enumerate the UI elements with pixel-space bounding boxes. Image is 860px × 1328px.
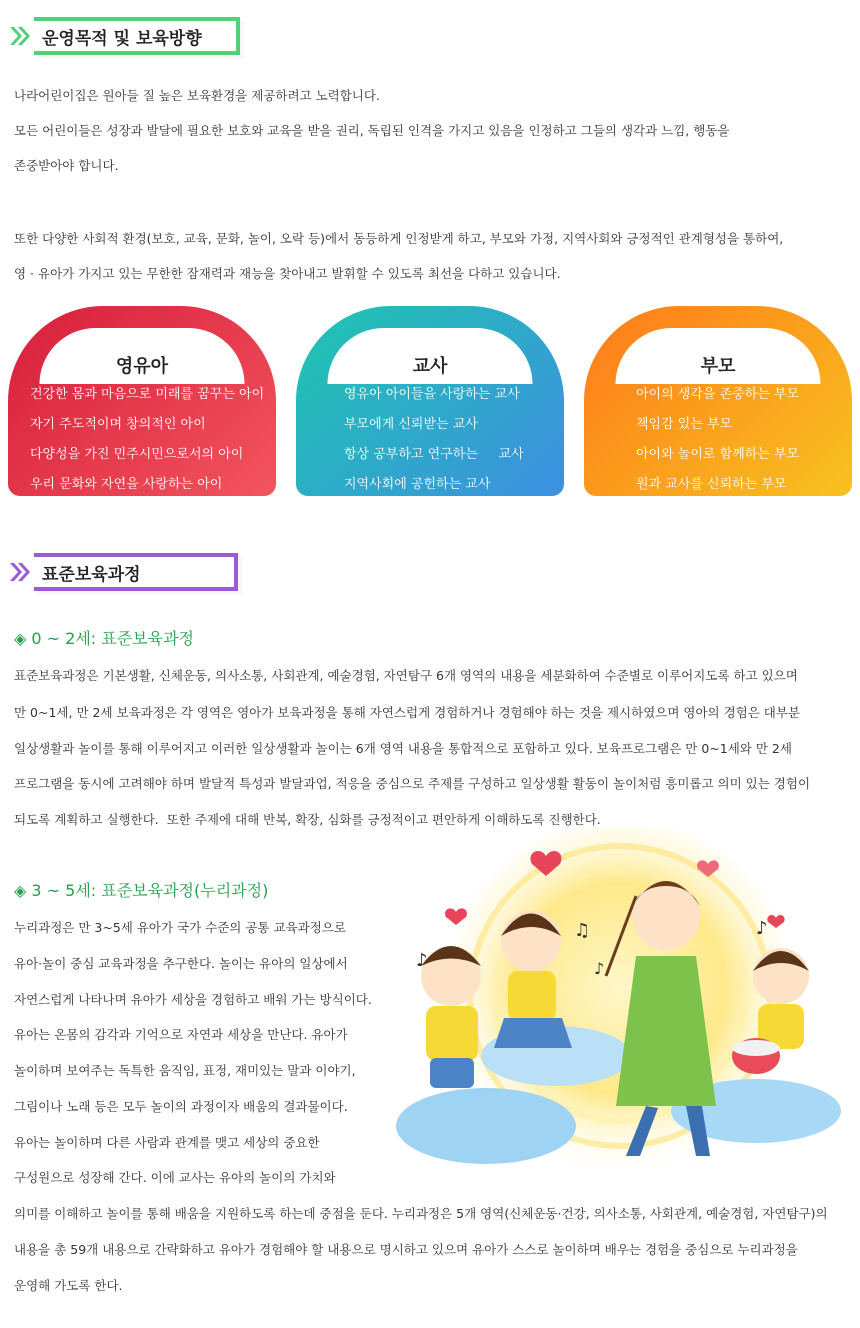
intro-paragraph: 모든 어린이들은 성장과 발달에 필요한 보호와 교육을 받을 권리, 독립된 인격을 가지고 있음을 인정하고 그들의 생각과 느낌, 행동을 [14, 123, 730, 138]
card-item: 우리 문화와 자연을 사랑하는 아이 [30, 477, 223, 492]
intro-paragraph: 존중받아야 합니다. [14, 158, 119, 173]
card-title: 영유아 [40, 328, 245, 384]
card-title: 부모 [616, 328, 821, 384]
svg-text:♫: ♫ [574, 920, 591, 941]
card-title: 교사 [328, 328, 533, 384]
card-item: 아이와 놀이로 함께하는 부모 [636, 447, 800, 462]
body-line: 프로그램을 동시에 고려해야 하며 발달적 특성과 발달과업, 적응을 중심으로 주제를 구성하고 일상생활 활동이 놀이처럼 흥미롭고 의미 있는 경험이 [14, 776, 811, 791]
card-item: 건강한 몸과 마음으로 미래를 꿈꾸는 아이 [30, 387, 265, 402]
children-playing-music-illustration [396, 826, 844, 1178]
svg-text:♪: ♪ [756, 918, 768, 939]
svg-text:♪: ♪ [416, 950, 428, 971]
body-line: 만 0~1세, 만 2세 보육과정은 각 영역은 영아가 보육과정을 통해 자연스럽게 경험하거나 경험해야 하는 것을 제시하였으며 영아의 경험은 대부분 [14, 705, 801, 720]
card-teachers [296, 306, 564, 496]
intro-paragraph: 영 · 유아가 가지고 있는 무한한 잠재력과 재능을 찾아내고 발휘할 수 있도록 최선을 다하고 있습니다. [14, 266, 561, 281]
card-item: 책임감 있는 부모 [636, 417, 733, 432]
card-item: 지역사회에 공헌하는 교사 [344, 477, 491, 492]
section-title-operation [6, 16, 240, 56]
section-title-text: 표준보육과정 [42, 564, 141, 585]
section-title-text: 운영목적 및 보육방향 [42, 28, 202, 49]
body-line: 의미를 이해하고 놀이를 통해 배움을 지원하도록 하는데 중점을 둔다. 누리과정은 5개 영역(신체운동·건강, 의사소통, 사회관계, 예술경험, 자연탐구)의 [14, 1206, 828, 1221]
body-line: 유아·놀이 중심 교육과정을 추구한다. 놀이는 유아의 일상에서 [14, 956, 348, 971]
body-line: 운영해 가도록 한다. [14, 1278, 123, 1293]
double-chevron-icon [6, 557, 34, 587]
body-line: 놀이하며 보여주는 독특한 움직임, 표정, 재미있는 말과 이야기, [14, 1063, 356, 1078]
body-line: 일상생활과 놀이를 통해 이루어지고 이러한 일상생활과 놀이는 6개 영역 내용을 통합적으로 포함하고 있다. 보육프로그램은 만 0~1세와 만 2세 [14, 741, 792, 756]
body-line: 자연스럽게 나타나며 유아가 세상을 경험하고 배워 가는 방식이다. [14, 992, 372, 1007]
card-item: 원과 교사를 신뢰하는 부모 [636, 477, 787, 492]
body-line: 유아는 온몸의 감각과 기억으로 자연과 세상을 만난다. 유아가 [14, 1027, 348, 1042]
card-item: 항상 공부하고 연구하는 교사 [344, 447, 524, 462]
card-parents [584, 306, 852, 496]
subheading-3-5: ◈ 3 ~ 5세: 표준보육과정(누리과정) [14, 881, 269, 900]
card-infants [8, 306, 276, 496]
section-title-curriculum [6, 552, 238, 592]
body-line: 구성원으로 성장해 간다. 이에 교사는 유아의 놀이의 가치와 [14, 1170, 336, 1185]
body-line: 그림이나 노래 등은 모두 놀이의 과정이자 배움의 결과물이다. [14, 1099, 348, 1114]
double-chevron-icon [6, 21, 34, 51]
intro-paragraph: 또한 다양한 사회적 환경(보호, 교육, 문화, 놀이, 오락 등)에서 동등하게 인정받게 하고, 부모와 가정, 지역사회와 긍정적인 관계형성을 통하여, [14, 231, 784, 246]
body-line: 표준보육과정은 기본생활, 신체운동, 의사소통, 사회관계, 예술경험, 자연탐구 6개 영역의 내용을 세분화하여 수준별로 이루어지도록 하고 있으며 [14, 668, 798, 683]
subheading-0-2: ◈ 0 ~ 2세: 표준보육과정 [14, 629, 194, 648]
card-item: 영유아 아이들을 사랑하는 교사 [344, 387, 520, 402]
body-line: 되도록 계획하고 실행한다. 또한 주제에 대해 반복, 확장, 심화를 긍정적이고 편안하게 이해하도록 진행한다. [14, 812, 601, 827]
svg-text:♪: ♪ [594, 959, 605, 978]
body-line: 유아는 놀이하며 다른 사람과 관계를 맺고 세상의 중요한 [14, 1135, 320, 1150]
body-line: 내용을 총 59개 내용으로 간략화하고 유아가 경험해야 할 내용으로 명시하고 있으며 유아가 스스로 놀이하며 배우는 경험을 중심으로 누리과정을 [14, 1242, 798, 1257]
card-item: 아이의 생각을 존중하는 부모 [636, 387, 800, 402]
body-line: 누리과정은 만 3~5세 유아가 국가 수준의 공통 교육과정으로 [14, 920, 346, 935]
card-item: 자기 주도적이며 창의적인 아이 [30, 417, 206, 432]
intro-paragraph: 나라어린이집은 원아들 질 높은 보육환경을 제공하려고 노력합니다. [14, 88, 380, 103]
card-item: 다양성을 가진 민주시민으로서의 아이 [30, 447, 244, 462]
card-item: 부모에게 신뢰받는 교사 [344, 417, 478, 432]
